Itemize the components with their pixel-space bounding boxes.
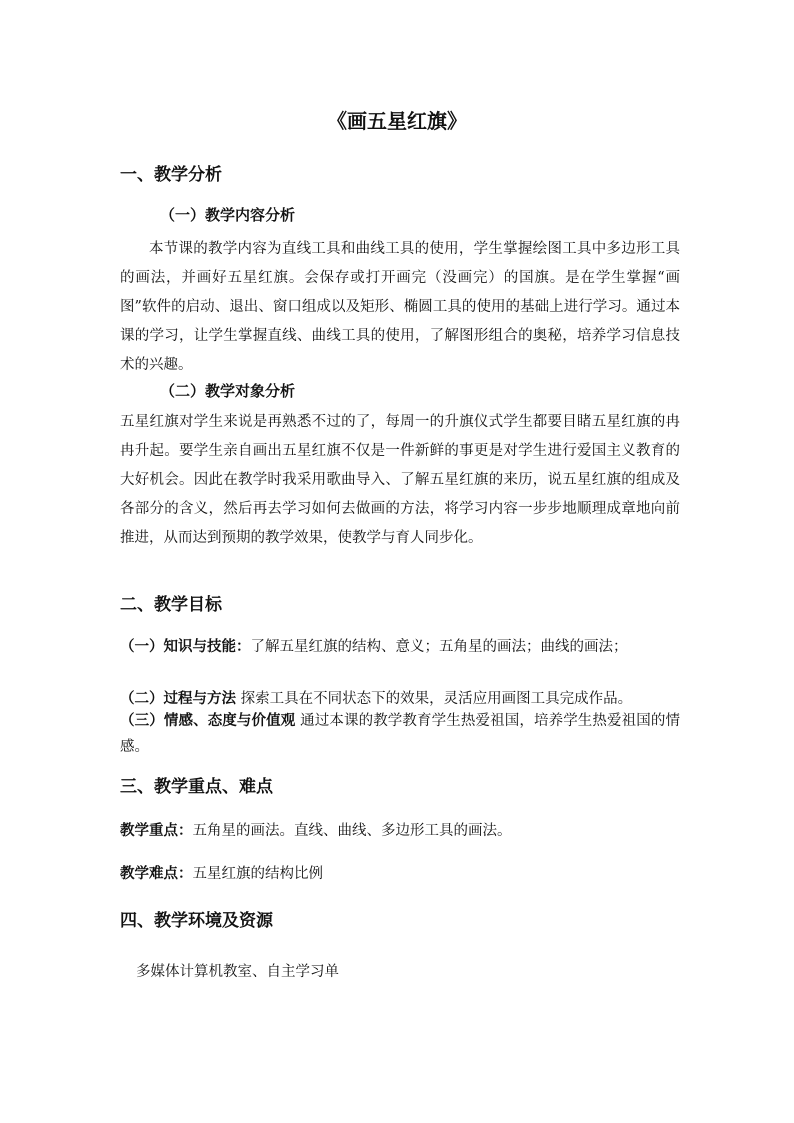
goal-emotion-text: 通过本课的教学教育学生热爱祖国，培养学生热爱祖国的情感。: [120, 713, 681, 755]
goal-emotion: [120, 708, 680, 760]
goal-knowledge: [120, 635, 628, 656]
environment-text: 多媒体计算机教室、自主学习单: [136, 964, 339, 980]
difficult-point: [120, 862, 323, 883]
difficult-point-label: 教学难点：: [120, 865, 193, 882]
paragraph-content-analysis: 本节课的教学内容为直线工具和曲线工具的使用，学生掌握绘图工具中多边形工具的画法，并画好五星红旗。会保存或打开画完（没画完）的国旗。是在学生掌握“画图”软件的启动、退出、窗口组成以及矩形、椭圆工具的使用的基础上进行学习。通过本课的学习，让学生掌握直线、曲线工具的使用，了解图形组合的奥秘，培养学习信息技术的兴趣。: [120, 241, 680, 373]
goal-process-text: 探索工具在不同状态下的效果，灵活应用画图工具完成作品。: [236, 691, 633, 707]
goal-process: [120, 687, 632, 708]
key-point-text: 五角星的画法。直线、曲线、多边形工具的画法。: [192, 823, 512, 839]
subheading-audience-analysis: （二）教学对象分析: [160, 382, 296, 400]
section-heading-goals: 二、教学目标: [120, 595, 222, 615]
document-title: 《画五星红旗》: [327, 109, 467, 133]
key-point-label: 教学重点：: [120, 822, 193, 839]
key-point: [120, 819, 512, 840]
section-heading-environment: 四、教学环境及资源: [120, 911, 273, 931]
difficult-point-text: 五星红旗的结构比例: [192, 866, 323, 882]
goal-emotion-label: （三）情感、态度与价值观: [120, 712, 296, 729]
subheading-content-analysis: （一）教学内容分析: [160, 206, 296, 224]
section-heading-key-points: 三、教学重点、难点: [120, 777, 273, 797]
goal-knowledge-text: 了解五星红旗的结构、意义；五角星的画法；曲线的画法；: [250, 639, 628, 655]
paragraph-audience-analysis: 五星红旗对学生来说是再熟悉不过的了，每周一的升旗仪式学生都要目睹五星红旗的冉冉升起。要学生亲自画出五星红旗不仅是一件新鲜的事更是对学生进行爱国主义教育的大好机会。因此在教学时我采用歌曲导入、了解五星红旗的来历，说五星红旗的组成及各部分的含义，然后再去学习如何去做画的方法，将学习内容一步步地顺理成章地向前推进，从而达到预期的教学效果，使教学与育人同步化。: [120, 414, 680, 546]
goal-process-label: （二）过程与方法: [120, 690, 236, 707]
goal-knowledge-label: （一）知识与技能：: [120, 638, 251, 655]
section-heading-analysis: 一、教学分析: [120, 165, 222, 185]
